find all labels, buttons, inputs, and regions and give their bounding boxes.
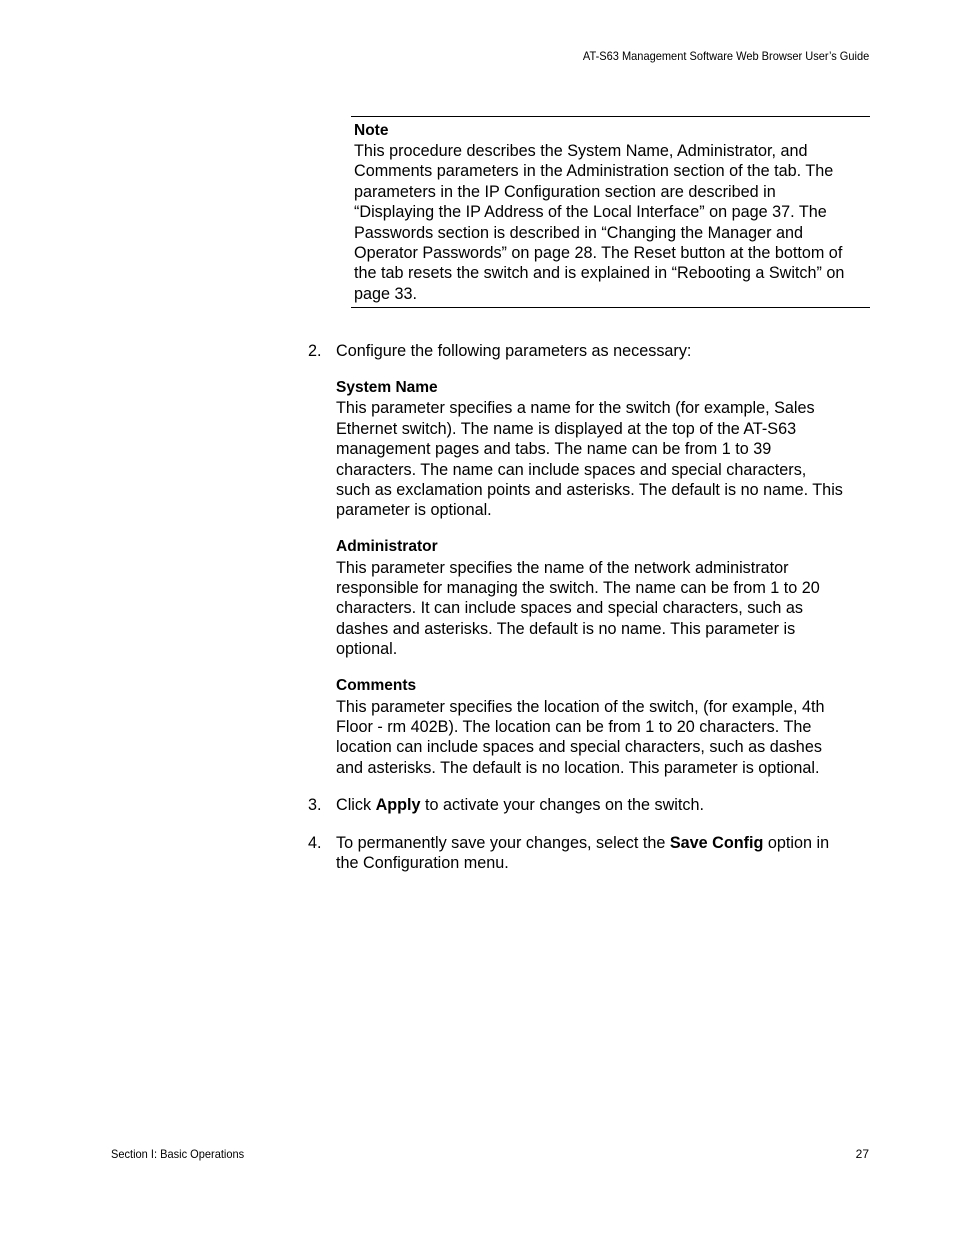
page-number: 27 — [855, 1147, 869, 1161]
note-line: Comments parameters in the Administration section of the tab. The — [354, 162, 834, 181]
parameter-line: optional. — [336, 640, 398, 659]
step-text — [336, 833, 876, 874]
parameter-line: characters. It can include spaces and special characters, such as — [336, 599, 803, 618]
parameter-description — [336, 697, 876, 779]
parameter-line: characters. The name can include spaces and special characters, — [336, 460, 807, 479]
parameter-description — [336, 398, 876, 520]
save-config-term: Save Config — [669, 833, 764, 852]
parameter-description — [336, 558, 876, 660]
step-2 — [306, 341, 876, 778]
step-text-suffix: option in — [763, 833, 830, 852]
step-text-suffix: to activate your changes on the switch. — [420, 796, 704, 815]
parameter-line: such as exclamation points and asterisks. The default is no name. This — [336, 480, 843, 499]
parameter-line: This parameter specifies the location of the switch, (for example, 4th — [336, 697, 825, 716]
parameter-line: and asterisks. The default is no location. This parameter is optional. — [336, 758, 820, 777]
parameter-line: management pages and tabs. The name can be from 1 to 39 — [336, 440, 772, 459]
note-line: Operator Passwords” on page 28. The Reset button at the bottom of — [354, 244, 843, 263]
note-line: parameters in the IP Configuration section are described in — [354, 182, 776, 201]
parameter-title: System Name — [336, 378, 438, 396]
parameter-line: responsible for managing the switch. The name can be from 1 to 20 — [336, 579, 820, 598]
note-box — [351, 116, 870, 308]
step-3 — [306, 795, 876, 815]
parameter-line: Ethernet switch). The name is displayed at the top of the AT-S63 — [336, 419, 797, 438]
apply-term: Apply — [375, 796, 421, 815]
note-line: This procedure describes the System Name, Administrator, and — [354, 142, 808, 160]
parameter-system-name — [336, 378, 876, 521]
parameter-administrator — [336, 537, 876, 659]
parameter-line: Floor - rm 402B). The location can be from 1 to 20 characters. The — [336, 718, 812, 736]
note-body — [354, 141, 870, 304]
note-line: page 33. — [354, 284, 418, 303]
note-line: the tab resets the switch and is explained in “Rebooting a Switch” on — [354, 264, 845, 283]
note-title: Note — [354, 122, 389, 139]
parameter-line: This parameter specifies the name of the network administrator — [336, 558, 789, 577]
parameter-line: This parameter specifies a name for the switch (for example, Sales — [336, 399, 815, 418]
parameter-line: parameter is optional. — [336, 501, 492, 520]
parameter-line: location can include spaces and special characters, such as dashes — [336, 738, 822, 757]
parameter-comments — [336, 676, 876, 778]
step-text-prefix: Click — [336, 796, 376, 815]
note-line: “Displaying the IP Address of the Local Interface” on page 37. The — [354, 203, 827, 222]
note-line: Passwords section is described in “Changing the Manager and — [354, 223, 804, 242]
parameter-title: Comments — [336, 677, 417, 695]
step-number: 4. — [308, 833, 322, 852]
procedure-steps — [306, 341, 876, 873]
step-number: 3. — [308, 796, 322, 815]
step-text: Configure the following parameters as necessary: — [336, 342, 692, 360]
parameter-title: Administrator — [336, 538, 438, 556]
step-text — [336, 795, 876, 815]
step-text-line2: the Configuration menu. — [336, 854, 509, 873]
step-text-prefix: To permanently save your changes, select the — [336, 833, 670, 852]
running-header: AT-S63 Management Software Web Browser User’s Guide — [582, 49, 869, 63]
step-number: 2. — [308, 342, 322, 360]
footer-section: Section I: Basic Operations — [111, 1147, 245, 1161]
parameter-line: dashes and asterisks. The default is no name. This parameter is — [336, 619, 796, 638]
step-4 — [306, 833, 876, 874]
